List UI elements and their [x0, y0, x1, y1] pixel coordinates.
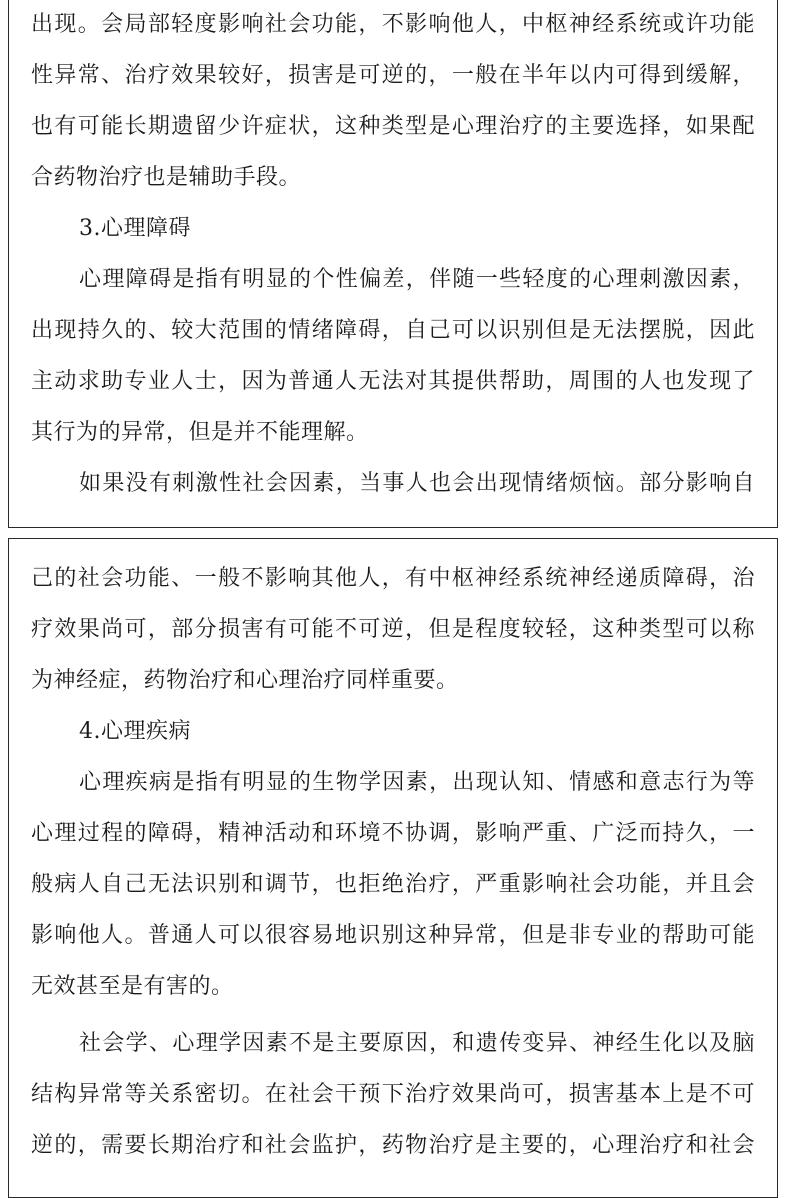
text-line: 无效甚至是有害的。	[31, 974, 234, 999]
text-line: 影响他人。普通人可以很容易地识别这种异常，但是非专业的帮助可能	[31, 923, 755, 948]
text-line: 为神经症，药物治疗和心理治疗同样重要。	[31, 668, 459, 693]
text-line: 出现。会局部轻度影响社会功能，不影响他人，中枢神经系统或许功能	[31, 12, 755, 37]
page-top	[8, 0, 778, 528]
text-line: 结构异常等关系密切。在社会干预下治疗效果尚可，损害基本上是不可	[31, 1082, 755, 1107]
text-line: 也有可能长期遗留少许症状，这种类型是心理治疗的主要选择，如果配	[31, 114, 755, 139]
text-line: 其行为的异常，但是并不能理解。	[31, 420, 369, 445]
text-line: 性异常、治疗效果较好，损害是可逆的，一般在半年以内可得到缓解，	[31, 63, 755, 88]
text-line: 般病人自己无法识别和调节，也拒绝治疗，严重影响社会功能，并且会	[31, 872, 755, 897]
page-top-body	[31, 0, 755, 509]
text-line: 心理障碍是指有明显的个性偏差，伴随一些轻度的心理刺激因素，	[79, 267, 755, 292]
text-line: 社会学、心理学因素不是主要原因，和遗传变异、神经生化以及脑	[79, 1031, 755, 1056]
text-line: 逆的，需要长期治疗和社会监护，药物治疗是主要的，心理治疗和社会	[31, 1133, 755, 1158]
page-bottom-body	[31, 553, 755, 1171]
text-line: 主动求助专业人士，因为普通人无法对其提供帮助，周围的人也发现了	[31, 369, 755, 394]
page-bottom	[8, 538, 778, 1198]
section-heading: 4.心理疾病	[79, 719, 191, 744]
text-line: 心理过程的障碍，精神活动和环境不协调，影响严重、广泛而持久，一	[31, 821, 755, 846]
text-line: 出现持久的、较大范围的情绪障碍，自己可以识别但是无法摆脱，因此	[31, 318, 755, 343]
section-heading: 3.心理障碍	[79, 216, 191, 241]
text-line: 疗效果尚可，部分损害有可能不可逆，但是程度较轻，这种类型可以称	[31, 617, 755, 642]
text-line: 合药物治疗也是辅助手段。	[31, 165, 302, 190]
text-line: 如果没有刺激性社会因素，当事人也会出现情绪烦恼。部分影响自	[79, 471, 755, 496]
text-line: 己的社会功能、一般不影响其他人，有中枢神经系统神经递质障碍，治	[31, 566, 755, 591]
text-line: 心理疾病是指有明显的生物学因素，出现认知、情感和意志行为等	[79, 770, 755, 795]
